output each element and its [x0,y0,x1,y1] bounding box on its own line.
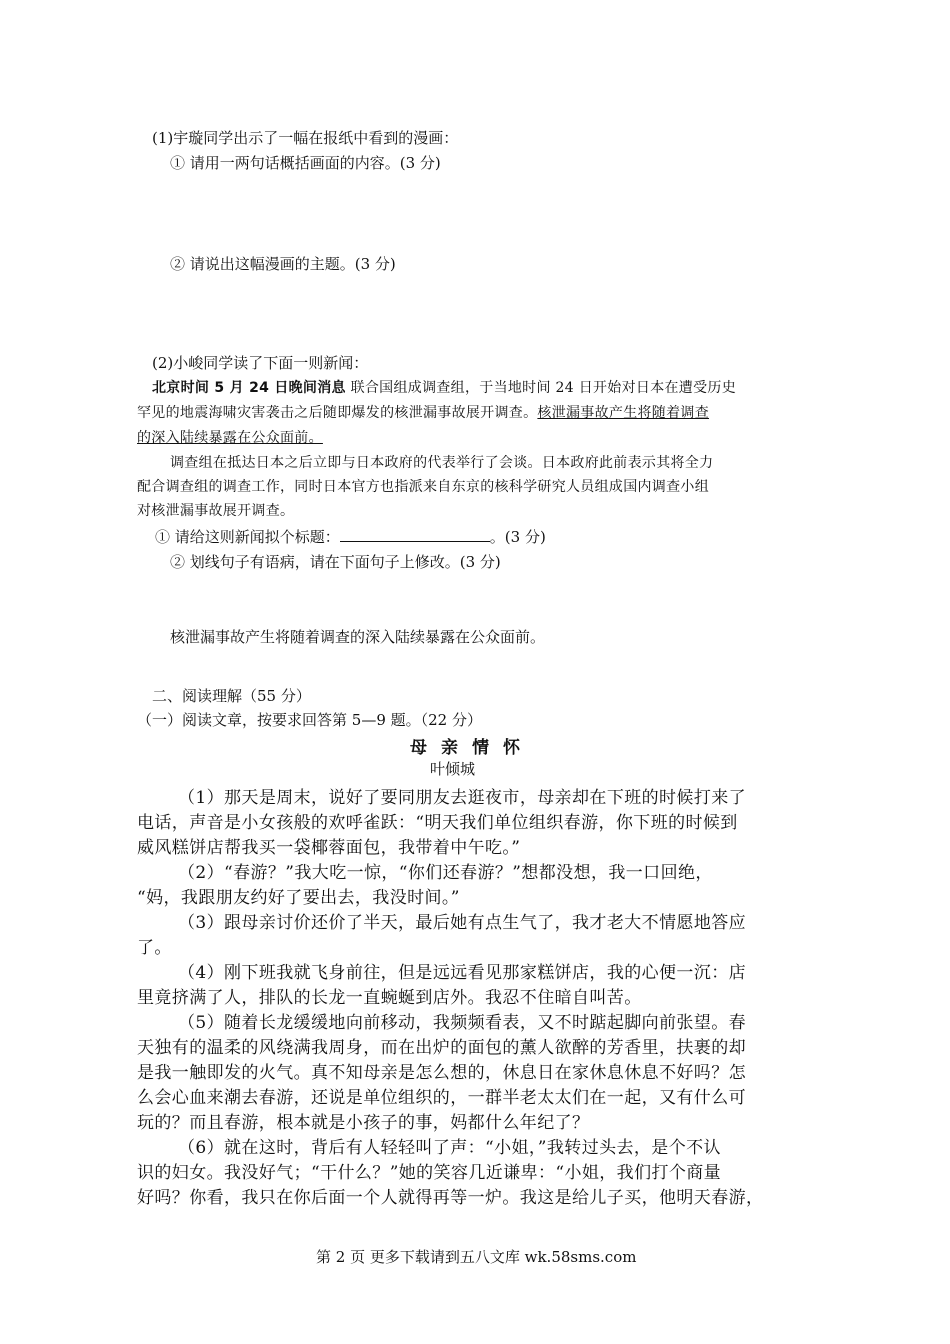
article-line: 电话，声音是小女孩般的欢呼雀跃：“明天我们单位组织春游，你下班的时候到 [137,813,738,833]
answer-blank[interactable] [340,527,490,542]
article-line: （2）“春游？”我大吃一惊，“你们还春游？”想都没想，我一口回绝， [178,863,713,883]
article-line: 识的妇女。我没好气；“干什么？”她的笑容几近谦卑：“小姐，我们打个商量 [137,1163,722,1183]
news-p2-line-1: 调查组在抵达日本之后立即与日本政府的代表举行了会谈。日本政府此前表示其将全力 [170,455,714,471]
article-line: 威风糕饼店帮我买一袋椰蓉面包，我带着中午吃。” [137,838,521,858]
question-1-intro: (1)宇璇同学出示了一幅在报纸中看到的漫画： [152,129,459,147]
article-author: 叶倾城 [430,760,476,778]
question-1b: ② 请说出这幅漫画的主题。(3 分) [170,255,396,273]
article-line: （5）随着长龙缓缓地向前移动，我频频看表，又不时踮起脚向前张望。春 [178,1013,747,1033]
question-1a: ① 请用一两句话概括画面的内容。(3 分) [170,154,441,172]
question-2a [155,526,546,547]
section-subheading: （一）阅读文章，按要求回答第 5—9 题。（22 分） [137,711,482,729]
question-2a-text: ① 请给这则新闻拟个标题： [155,528,340,546]
news-p2-line-3: 对核泄漏事故展开调查。 [137,503,295,519]
article-line: （3）跟母亲讨价还价了半天，最后她有点生气了，我才老大不情愿地答应 [178,913,747,933]
article-line: （4）刚下班我就飞身前往，但是远远看见那家糕饼店，我的心便一沉：店 [178,963,747,983]
article-line: 玩的？而且春游，根本就是小孩子的事，妈都什么年纪了？ [137,1113,590,1133]
sentence-to-correct: 核泄漏事故产生将随着调查的深入陆续暴露在公众面前。 [170,628,546,646]
article-line: 么会心血来潮去春游，还说是单位组织的，一群半老太太们在一起，又有什么可 [137,1088,746,1108]
article-line: “妈，我跟朋友约好了要出去，我没时间。” [137,888,460,908]
article-line: 天独有的温柔的风绕满我周身，而在出炉的面包的薰人欲醉的芳香里，扶裹的却 [137,1038,746,1058]
news-line-2 [137,402,709,422]
article-title: 母亲情怀 [410,738,534,758]
news-p2-line-2: 配合调查组的调查工作，同时日本官方也指派来自东京的核科学研究人员组成国内调查小组 [137,479,709,495]
page-footer: 第 2 页 更多下载请到五八文库 wk.58sms.com [316,1248,637,1266]
article-line: （6）就在这时，背后有人轻轻叫了声：“小姐，”我转过头去，是个不认 [178,1138,721,1158]
section-heading: 二、阅读理解（55 分） [152,687,311,705]
question-2a-score: 。(3 分) [489,528,546,546]
news-line-3: 的深入陆续暴露在公众面前。 [137,430,323,446]
article-line: 里竟挤满了人，排队的长龙一直蜿蜒到店外。我忍不住暗自叫苦。 [137,988,642,1008]
underlined-sentence-part1: 核泄漏事故产生将随着调查 [537,405,710,421]
article-line: 了。 [137,938,172,958]
question-2b: ② 划线句子有语病，请在下面句子上修改。(3 分) [170,553,501,571]
news-lead: 北京时间 5 月 24 日晚间消息 [152,380,346,396]
article-line: （1）那天是周末，说好了要同朋友去逛夜市，母亲却在下班的时候打来了 [178,788,747,808]
news-line-1-text: 联合国组成调查组，于当地时间 24 日开始对日本在遭受历史 [345,380,736,396]
news-line-1 [152,377,736,397]
article-line: 是我一触即发的火气。真不知母亲是怎么想的，休息日在家休息休息不好吗？怎 [137,1063,746,1083]
news-line-2-text: 罕见的地震海啸灾害袭击之后随即爆发的核泄漏事故展开调查。 [137,405,538,421]
article-line: 好吗？你看，我只在你后面一个人就得再等一炉。我这是给儿子买，他明天春游， [137,1188,764,1208]
question-2-intro: (2)小峻同学读了下面一则新闻： [152,354,369,372]
